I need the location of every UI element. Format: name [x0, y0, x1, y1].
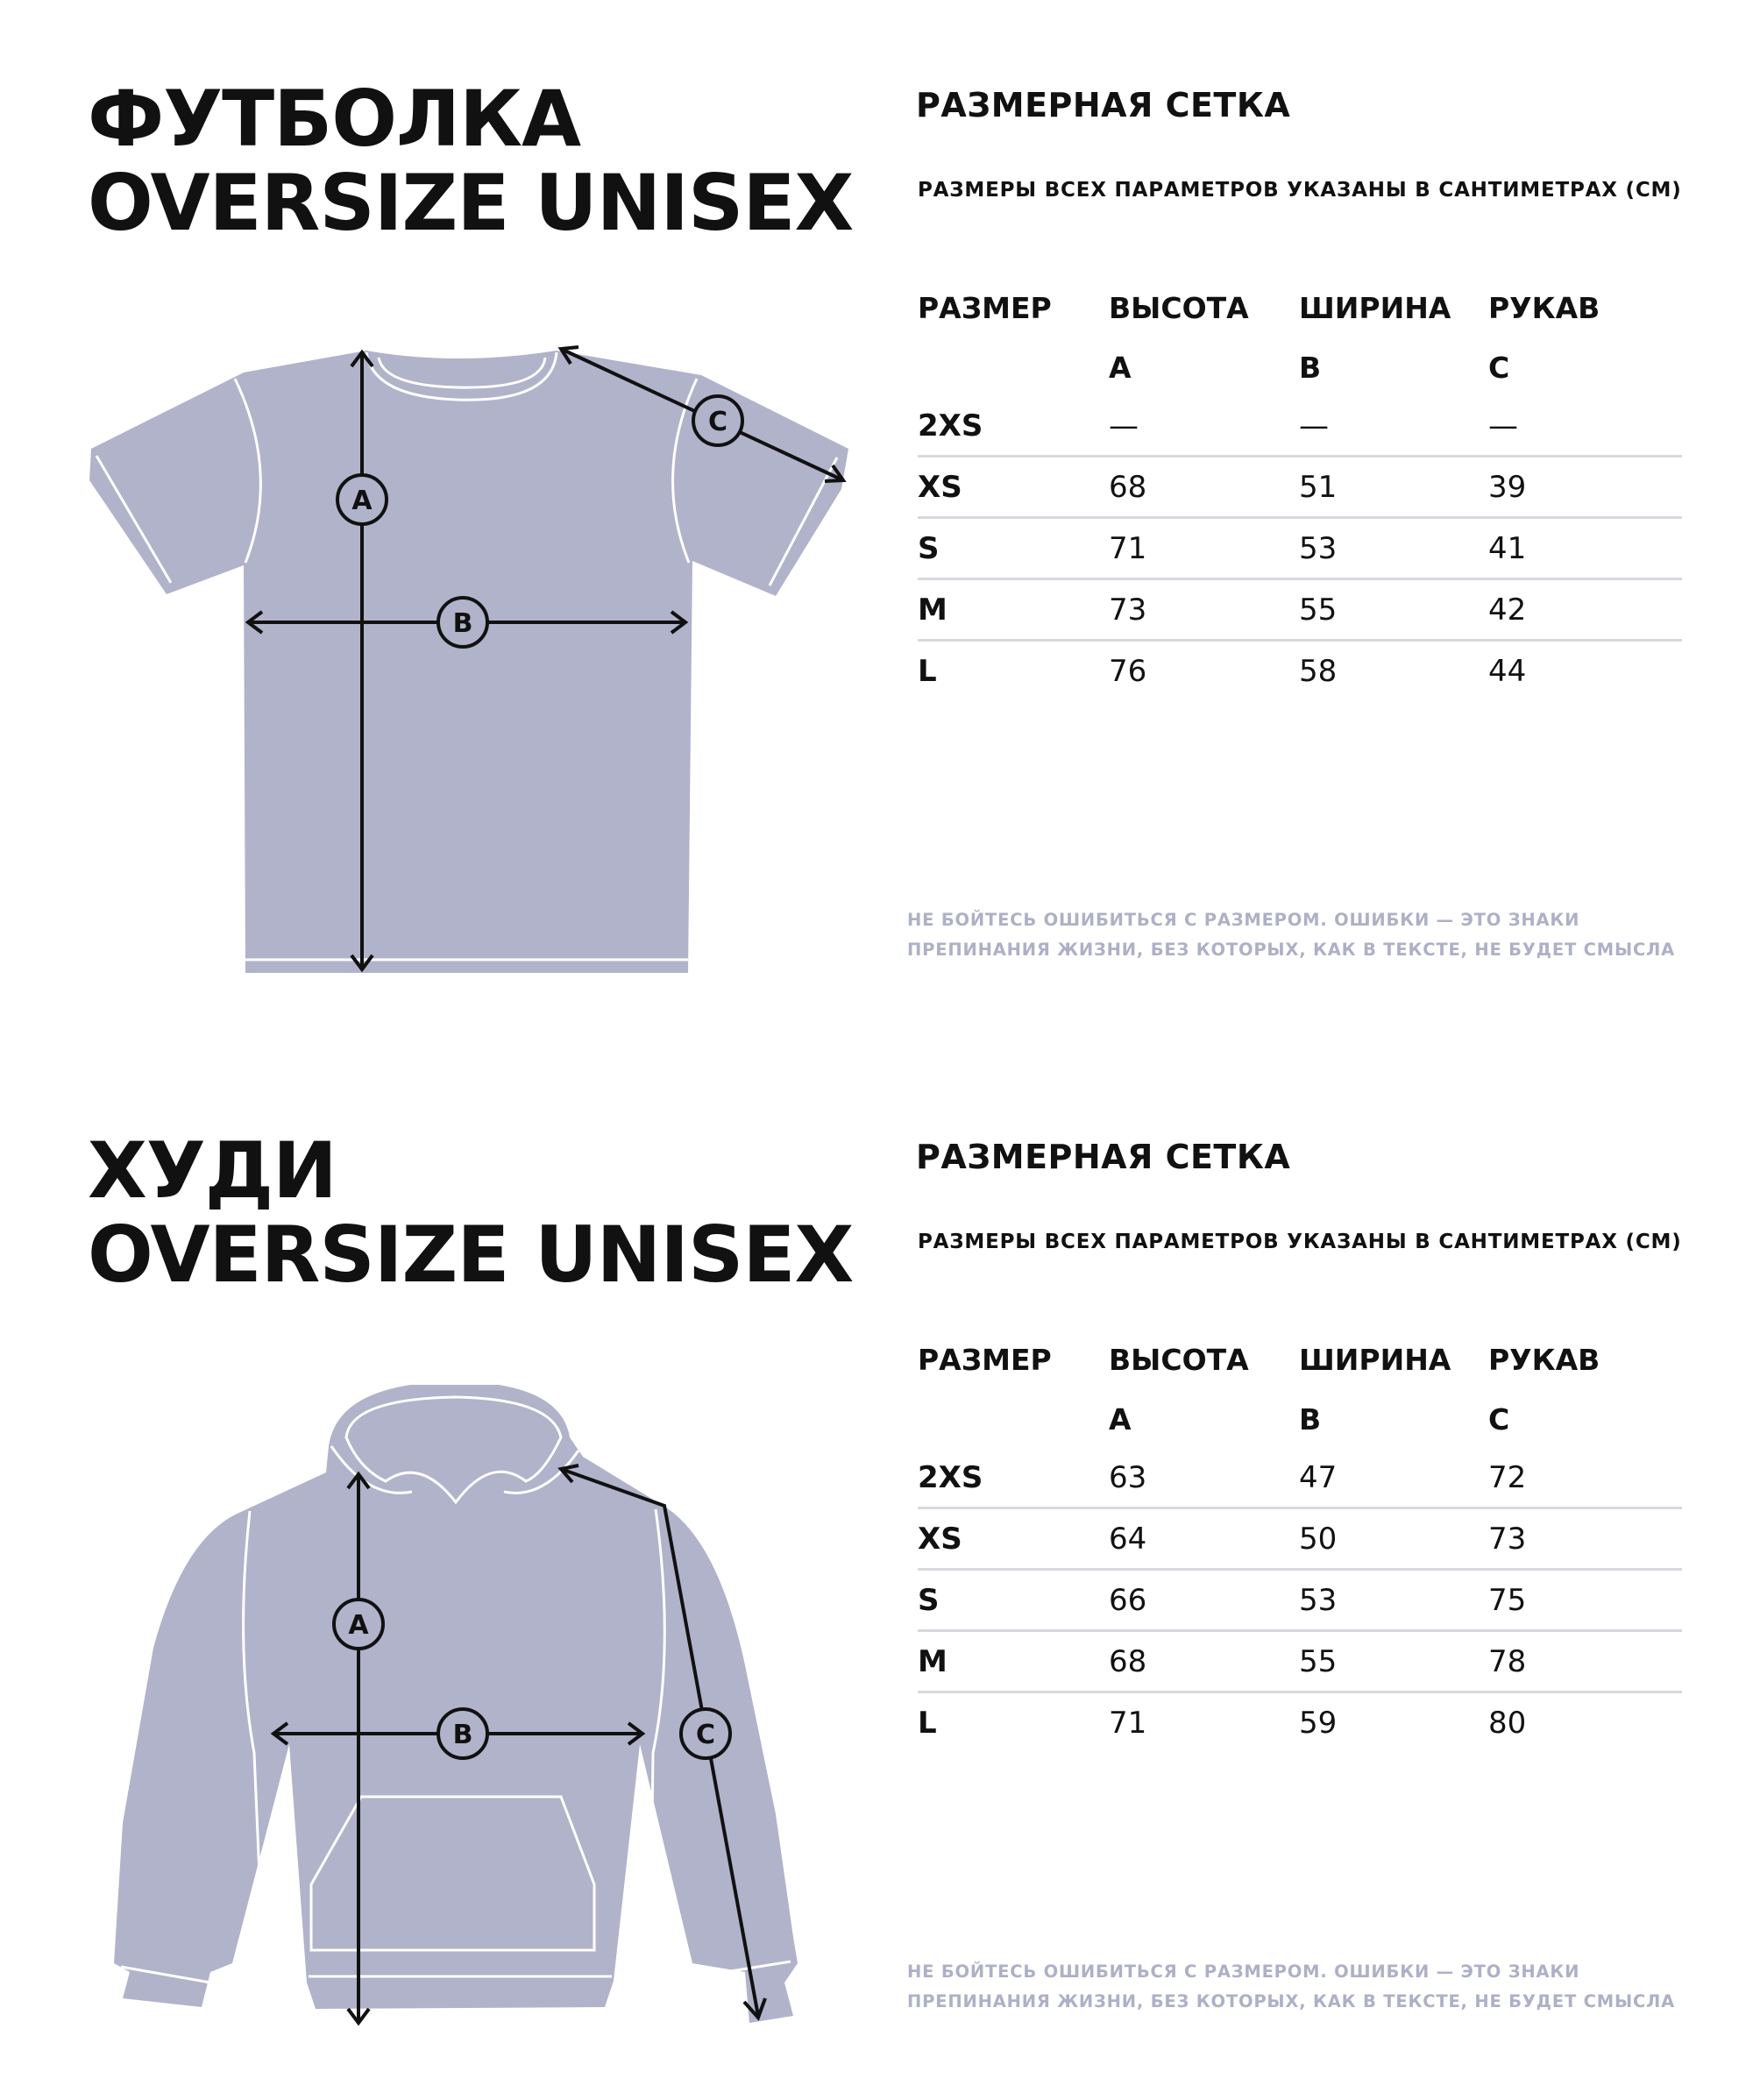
- cell-size: S: [918, 1570, 1109, 1631]
- cell-width: 53: [1299, 1570, 1488, 1631]
- cell-height: 64: [1109, 1508, 1299, 1570]
- col-header-width: ШИРИНА: [1299, 290, 1451, 325]
- cell-size: L: [918, 1705, 937, 1741]
- cell-height: 68: [1109, 457, 1299, 518]
- marker-c-label: C: [695, 1720, 716, 1750]
- marker-b-label: B: [452, 608, 473, 639]
- col-sub-width: B: [1299, 1401, 1322, 1437]
- cell-sleeve: 42: [1488, 579, 1682, 641]
- tshirt-footer-line2: ПРЕПИНАНИЯ ЖИЗНИ, БЕЗ КОТОРЫХ, КАК В ТЕКСТЕ, НЕ БУДЕТ СМЫСЛА: [907, 940, 1675, 960]
- cell-height: 76: [1109, 653, 1147, 689]
- marker-a: [337, 475, 387, 524]
- cell-width: 47: [1299, 1448, 1488, 1508]
- hoodie-illustration: [70, 1385, 859, 2096]
- tshirt-size-table: [918, 277, 1682, 700]
- tshirt-grid-title: РАЗМЕРНАЯ СЕТКА: [916, 86, 1291, 124]
- cell-sleeve: 78: [1488, 1631, 1682, 1692]
- hoodie-footer-line1: НЕ БОЙТЕСЬ ОШИБИТЬСЯ С РАЗМЕРОМ. ОШИБКИ — ЭТО ЗНАКИ: [907, 1962, 1580, 1982]
- cell-size: M: [918, 579, 1109, 641]
- cell-sleeve: 39: [1488, 457, 1682, 518]
- hoodie-title-line2: OVERSIZE UNISEX: [88, 1210, 854, 1300]
- tshirt-title-line2: OVERSIZE UNISEX: [88, 158, 854, 248]
- marker-b-label: B: [452, 1720, 473, 1750]
- marker-c: [693, 396, 742, 445]
- cell-size: XS: [918, 1508, 1109, 1570]
- col-sub-sleeve: C: [1488, 1401, 1510, 1437]
- col-sub-size: [918, 338, 1109, 396]
- cell-width: —: [1299, 396, 1488, 457]
- col-sub-height: A: [1109, 1401, 1132, 1437]
- tshirt-title: [88, 74, 854, 248]
- cell-sleeve: 41: [1488, 518, 1682, 579]
- table-row: [918, 1508, 1682, 1570]
- table-row: [918, 518, 1682, 579]
- hoodie-section: [0, 1052, 1753, 2100]
- cell-height: 71: [1109, 1705, 1147, 1741]
- cell-width: 55: [1299, 1631, 1488, 1692]
- hoodie-title: [88, 1125, 854, 1300]
- col-sub-height: A: [1109, 350, 1132, 385]
- hoodie-drawing: [70, 1385, 859, 2096]
- col-header-sleeve: РУКАВ: [1488, 1342, 1600, 1377]
- table-row: [918, 1448, 1682, 1508]
- table-row: [918, 396, 1682, 457]
- marker-a-label: A: [348, 1610, 369, 1641]
- col-header-sleeve: РУКАВ: [1488, 290, 1600, 325]
- cell-size: 2XS: [918, 396, 1109, 457]
- tshirt-section: [0, 0, 1753, 1048]
- hoodie-silhouette: [114, 1385, 798, 2023]
- col-header-width: ШИРИНА: [1299, 1342, 1451, 1377]
- cell-width: 58: [1299, 653, 1338, 689]
- table-row: [918, 457, 1682, 518]
- col-header-height: ВЫСОТА: [1109, 1342, 1249, 1377]
- marker-b: [438, 1709, 487, 1758]
- tshirt-illustration: [70, 333, 859, 990]
- tshirt-title-line1: ФУТБОЛКА: [88, 74, 581, 164]
- cell-height: 66: [1109, 1570, 1299, 1631]
- cell-sleeve: —: [1488, 396, 1682, 457]
- marker-b: [438, 598, 487, 647]
- cell-size: S: [918, 518, 1109, 579]
- hoodie-grid-title: РАЗМЕРНАЯ СЕТКА: [916, 1138, 1291, 1176]
- hoodie-units-note: РАЗМЕРЫ ВСЕХ ПАРАМЕТРОВ УКАЗАНЫ В САНТИМЕТРАХ (СМ): [918, 1231, 1682, 1253]
- table-row: [918, 1692, 1682, 1753]
- cell-width: 53: [1299, 518, 1488, 579]
- cell-size: L: [918, 653, 937, 689]
- marker-a: [334, 1600, 383, 1649]
- cell-height: 71: [1109, 518, 1299, 579]
- tshirt-silhouette: [89, 351, 848, 973]
- cell-size: M: [918, 1631, 1109, 1692]
- marker-a-label: A: [351, 486, 373, 516]
- cell-height: 73: [1109, 579, 1299, 641]
- table-row: [918, 1631, 1682, 1692]
- col-header-size: РАЗМЕР: [918, 1342, 1052, 1377]
- cell-width: 50: [1299, 1508, 1488, 1570]
- cell-height: 68: [1109, 1631, 1299, 1692]
- cell-sleeve: 80: [1488, 1705, 1527, 1741]
- cell-size: XS: [918, 457, 1109, 518]
- cell-sleeve: 75: [1488, 1570, 1682, 1631]
- cell-width: 51: [1299, 457, 1488, 518]
- hoodie-footer-note: [907, 1957, 1675, 2017]
- hoodie-title-line1: ХУДИ: [88, 1125, 337, 1216]
- tshirt-footer-note: [907, 905, 1675, 965]
- cell-height: —: [1109, 396, 1299, 457]
- marker-c: [681, 1709, 730, 1758]
- col-sub-size: [918, 1390, 1109, 1448]
- cell-size: 2XS: [918, 1448, 1109, 1508]
- col-sub-sleeve: C: [1488, 350, 1510, 385]
- col-header-size: РАЗМЕР: [918, 290, 1052, 325]
- cell-sleeve: 72: [1488, 1448, 1682, 1508]
- tshirt-drawing: [70, 333, 859, 990]
- tshirt-footer-line1: НЕ БОЙТЕСЬ ОШИБИТЬСЯ С РАЗМЕРОМ. ОШИБКИ — ЭТО ЗНАКИ: [907, 910, 1580, 930]
- col-sub-width: B: [1299, 350, 1322, 385]
- marker-c-label: C: [707, 407, 728, 437]
- cell-sleeve: 73: [1488, 1508, 1682, 1570]
- hoodie-size-table: [918, 1329, 1682, 1752]
- tshirt-units-note: РАЗМЕРЫ ВСЕХ ПАРАМЕТРОВ УКАЗАНЫ В САНТИМЕТРАХ (СМ): [918, 179, 1682, 202]
- table-row: [918, 641, 1682, 701]
- col-header-height: ВЫСОТА: [1109, 290, 1249, 325]
- table-row: [918, 1570, 1682, 1631]
- hoodie-footer-line2: ПРЕПИНАНИЯ ЖИЗНИ, БЕЗ КОТОРЫХ, КАК В ТЕКСТЕ, НЕ БУДЕТ СМЫСЛА: [907, 1991, 1675, 2011]
- cell-width: 55: [1299, 579, 1488, 641]
- cell-width: 59: [1299, 1705, 1338, 1741]
- table-row: [918, 579, 1682, 641]
- cell-height: 63: [1109, 1448, 1299, 1508]
- cell-sleeve: 44: [1488, 653, 1527, 689]
